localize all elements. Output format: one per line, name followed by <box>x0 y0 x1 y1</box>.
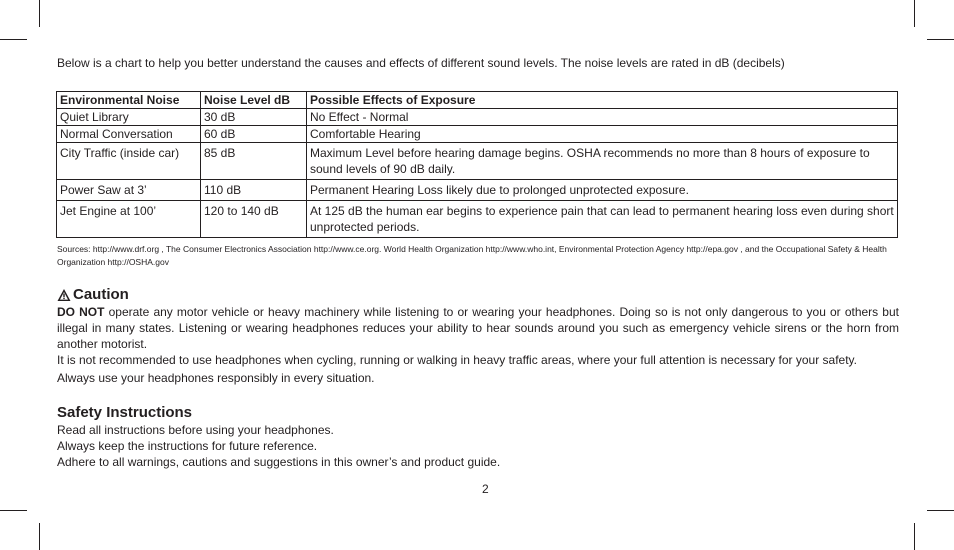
table-cell: Power Saw at 3’ <box>57 180 201 201</box>
column-header: Noise Level dB <box>201 92 307 109</box>
table-header-row <box>57 92 898 109</box>
caution-title: Caution <box>73 286 129 303</box>
crop-mark <box>39 523 40 550</box>
safety-list <box>57 422 500 470</box>
do-not-label: DO NOT <box>57 305 105 319</box>
table-row <box>57 143 898 180</box>
noise-level-table <box>56 91 898 238</box>
safety-line: Always keep the instructions for future reference. <box>57 439 318 453</box>
safety-line: Adhere to all warnings, cautions and suggestions in this owner’s and product guide. <box>57 455 501 469</box>
crop-mark <box>39 0 40 27</box>
caution-paragraph: It is not recommended to use headphones when cycling, running or walking in heavy traffic areas, where your full attention is necessary for your safety. <box>57 353 857 367</box>
table-cell: Normal Conversation <box>57 126 201 143</box>
table-row <box>57 126 898 143</box>
caution-body <box>57 304 899 386</box>
table-cell: 120 to 140 dB <box>201 201 307 238</box>
crop-mark <box>914 523 915 550</box>
table-cell: 30 dB <box>201 109 307 126</box>
table-cell: No Effect - Normal <box>307 109 898 126</box>
table-row <box>57 109 898 126</box>
table-row <box>57 180 898 201</box>
crop-mark <box>927 39 954 40</box>
safety-line: Read all instructions before using your headphones. <box>57 423 334 437</box>
caution-heading <box>57 286 129 304</box>
table-row <box>57 201 898 238</box>
page-number: 2 <box>482 482 489 496</box>
caution-text: operate any motor vehicle or heavy machinery while listening to or wearing your headphones. Doing so is not only dangerous to you or others but illegal in many states. Listening or wearing headphones reduces your ability to hear sounds around you such as emergency vehicle sirens or the horn from another motorist. <box>57 305 899 351</box>
table-cell: 110 dB <box>201 180 307 201</box>
column-header: Environmental Noise <box>57 92 201 109</box>
intro-text: Below is a chart to help you better understand the causes and effects of different sound levels. The noise levels are rated in dB (decibels) <box>57 56 785 70</box>
table-cell: Maximum Level before hearing damage begins. OSHA recommends no more than 8 hours of exposure to sound levels of 90 dB daily. <box>307 143 898 180</box>
table-cell: Jet Engine at 100’ <box>57 201 201 238</box>
table-cell: Quiet Library <box>57 109 201 126</box>
crop-mark <box>0 510 27 511</box>
table-cell: Comfortable Hearing <box>307 126 898 143</box>
table-cell: City Traffic (inside car) <box>57 143 201 180</box>
table-cell: At 125 dB the human ear begins to experience pain that can lead to permanent hearing loss even during short unprotected periods. <box>307 201 898 238</box>
crop-mark <box>927 510 954 511</box>
crop-mark <box>0 39 27 40</box>
table-cell: 85 dB <box>201 143 307 180</box>
caution-paragraph <box>57 304 899 352</box>
sources-note: Sources: http://www.drf.org , The Consumer Electronics Association http://www.ce.org. World Health Organization http://www.who.int, Environmental Protection Agency http://epa.gov , and the Occupational Safety & Health Organization http://OSHA.gov <box>57 244 887 267</box>
safety-heading: Safety Instructions <box>57 404 193 421</box>
table-cell: 60 dB <box>201 126 307 143</box>
warning-triangle-icon <box>57 288 71 302</box>
caution-paragraph: Always use your headphones responsibly in every situation. <box>57 371 375 385</box>
crop-mark <box>914 0 915 27</box>
column-header: Possible Effects of Exposure <box>307 92 898 109</box>
table-cell: Permanent Hearing Loss likely due to prolonged unprotected exposure. <box>307 180 898 201</box>
